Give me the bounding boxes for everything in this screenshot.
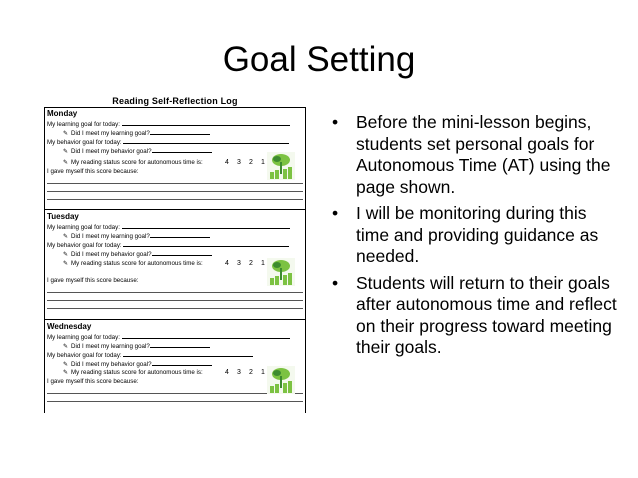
behavior-met-label: Did I meet my behavior goal? [71,251,152,258]
answer-line [122,332,290,339]
pencil-icon: ✎ [63,261,69,267]
learning-met-label: Did I meet my learning goal? [71,130,150,137]
behavior-goal-label: My behavior goal for today: [47,352,122,359]
score-option: 2 [249,369,253,376]
answer-line [47,176,303,184]
plant-growth-icon [267,258,295,286]
answer-line [122,222,290,229]
answer-line [150,231,210,238]
pencil-icon: ✎ [63,131,69,137]
answer-line [47,386,303,394]
status-label: My reading status score for autonomous time is: [71,260,203,267]
bullet-text: Before the mini-lesson begins, students set personal goals for Autonomous Time (AT) using the page shown. [356,112,611,197]
pencil-icon: ✎ [63,234,69,240]
answer-line [47,285,303,293]
pencil-icon: ✎ [63,149,69,155]
learning-goal-label: My learning goal for today: [47,224,120,231]
bullet-item [330,112,620,198]
behavior-goal-label: My behavior goal for today: [47,139,122,146]
slide-title: Goal Setting [222,40,416,79]
answer-line [123,137,289,144]
score-option: 2 [249,159,253,166]
bullet-item [330,273,620,359]
bullet-text: I will be monitoring during this time and providing guidance as needed. [356,203,599,266]
score-option: 3 [237,159,241,166]
answer-line [150,341,210,348]
status-label: My reading status score for autonomous time is: [71,369,203,376]
behavior-goal-label: My behavior goal for today: [47,242,122,249]
day-name: Wednesday [47,322,92,331]
learning-met-label: Did I meet my learning goal? [71,343,150,350]
learning-goal-label: My learning goal for today: [47,334,120,341]
score-option: 3 [237,260,241,267]
score-option: 1 [261,260,265,267]
pencil-icon: ✎ [63,362,69,368]
bullet-glyph: • [332,112,339,132]
bullet-glyph: • [332,203,339,223]
answer-line [150,128,210,135]
answer-line [123,240,289,247]
reward-label: I gave myself this score because: [47,277,139,284]
behavior-met-label: Did I meet my behavior goal? [71,361,152,368]
day-divider [45,319,305,320]
answer-line [152,359,212,366]
day-block-wednesday [45,322,305,402]
bullet-list [330,112,620,364]
answer-line [123,350,253,357]
answer-line [122,119,290,126]
reward-label: I gave myself this score because: [47,168,139,175]
answer-line [152,249,212,256]
answer-line [47,184,303,192]
status-label: My reading status score for autonomous time is: [71,159,203,166]
answer-line [152,146,212,153]
log-title: Reading Self-Reflection Log [112,96,238,106]
day-name: Monday [47,109,78,118]
pencil-icon: ✎ [63,160,69,166]
plant-growth-icon [267,366,295,394]
bullet-glyph: • [332,272,339,293]
score-option: 4 [225,260,229,267]
reward-label: I gave myself this score because: [47,378,139,385]
score-option: 3 [237,369,241,376]
answer-line [47,192,303,200]
learning-met-label: Did I meet my learning goal? [71,233,150,240]
bullet-item [330,203,620,268]
learning-goal-label: My learning goal for today: [47,121,120,128]
score-option: 2 [249,260,253,267]
pencil-icon: ✎ [63,370,69,376]
score-option: 1 [261,369,265,376]
answer-line [47,394,303,402]
answer-line [47,293,303,301]
reflection-log-worksheet [44,107,306,413]
bullet-text: Students will return to their goals after autonomous time and reflect on their progress toward meeting their goals. [356,272,617,357]
day-block-tuesday [45,212,305,309]
day-name: Tuesday [47,212,79,221]
pencil-icon: ✎ [63,344,69,350]
day-block-monday [45,109,305,200]
day-divider [45,209,305,210]
score-option: 4 [225,159,229,166]
plant-growth-icon [267,152,295,180]
score-option: 1 [261,159,265,166]
behavior-met-label: Did I meet my behavior goal? [71,148,152,155]
pencil-icon: ✎ [63,252,69,258]
answer-line [47,301,303,309]
score-option: 4 [225,369,229,376]
